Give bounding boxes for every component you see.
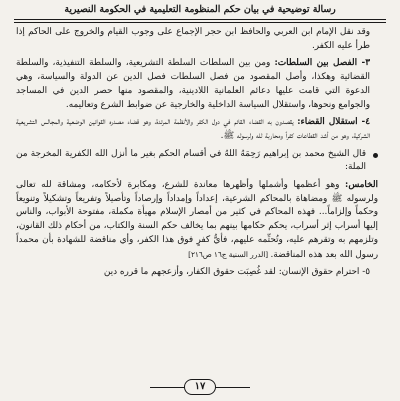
quote-intro: [16, 148, 378, 175]
fifth-type-heading: الخامس:: [345, 180, 378, 191]
header-title: رسالة توضيحية في بيان حكم المنظومة التعليمية في الحكومة النصيرية: [64, 3, 336, 15]
header-rule-thin: [14, 22, 386, 23]
paragraph-separation-of-powers: [16, 57, 378, 112]
header-rule: [14, 19, 386, 20]
body-text: [16, 26, 378, 280]
separation-of-powers-text: ومن بين السلطات السلطة التشريعية، والسلطة التنفيذية، والسلطة القضائية وهكذا، وأصل المقصود من فصل السلطات فصل الدين عن الدولة والسياسة، وهي الدعوة التي قامت عليها دعائم العلمانية اللادينية، والمقصود منها حصر الدين في المساجد والجوامع ونحوها، واستقلال السياسة الداخلية والخارجية عن ضوابط الشرع وتعاليمه.: [16, 58, 370, 110]
judicial-independence-text: يقصدون به القضاء القائم في دول الكفر والأنظمة المرتدة، وهو قضاء مصدره القوانين الوضعية والمجالس التشريعية الشركية، وهو من أشد القطاعات كفراً ومحاربة لله ولرسوله ﷺ.: [16, 117, 370, 141]
fifth-type-text: وهو أعظمها وأشملها وأظهرها معاندة للشرع، ومكابرة لأحكامه، ومشاقة لله تعالى ولرسوله ﷺ ومضاهاة بالمحاكم الشرعية، إعداداً وإمداداً وإرصاداً وتأصيلاً وتفريعاً وتشكيلاً وتنويعاً وحكماً وإلزاماً... فهذه المحاكم في كثير من أمصار الإسلام مهيأة مكملة، مفتوحة الأبواب، والناس إليها أسراب إثر أسراب، يحكم حكامها بينهم بما يخالف حكم السنة والكتاب، من أحكام ذلك القانون، وتلزمهم به وتقرهم عليه، وتُحتِّمه عليهم، فأيُّ كفرٍ فوق هذا الكفر، وأي مناقضة للشهادة بأن محمداً رسول الله بعد هذه المناقضة.: [16, 180, 378, 260]
page-number: ١٧: [184, 379, 217, 395]
judicial-independence-heading: ٤- استقلال القضاء:: [297, 117, 371, 128]
paragraph-fifth-type: [16, 179, 378, 262]
paragraph-human-rights: ٥- احترام حقوق الإنسان: لقد غُصِبَت حقوق الكفار، وأزعجهم ما قرره دين: [103, 267, 370, 278]
running-header: [14, 0, 386, 18]
quote-intro-text: قال الشيخ محمد بن إبراهيم رَحِمَهُ اللهُ في أقسام الحكم بغير ما أنزل الله الكفرية المخرجة من الملة:: [16, 148, 366, 173]
paragraph-judicial-independence: [16, 116, 378, 143]
page-footer: [0, 379, 400, 395]
source-reference: [الدرر السنية ج١٦ ص٢١٦]: [188, 249, 271, 259]
bullet-icon: [373, 153, 378, 158]
separation-of-powers-heading: ٣- الفصل بين السلطات:: [274, 58, 370, 69]
paragraph-ijma: وقد نقل الإمام ابن العربي والحافظ ابن حجر الإجماع على وجوب القيام والخروج على الحاكم إذا طرأ عليه الكفر.: [16, 27, 370, 51]
